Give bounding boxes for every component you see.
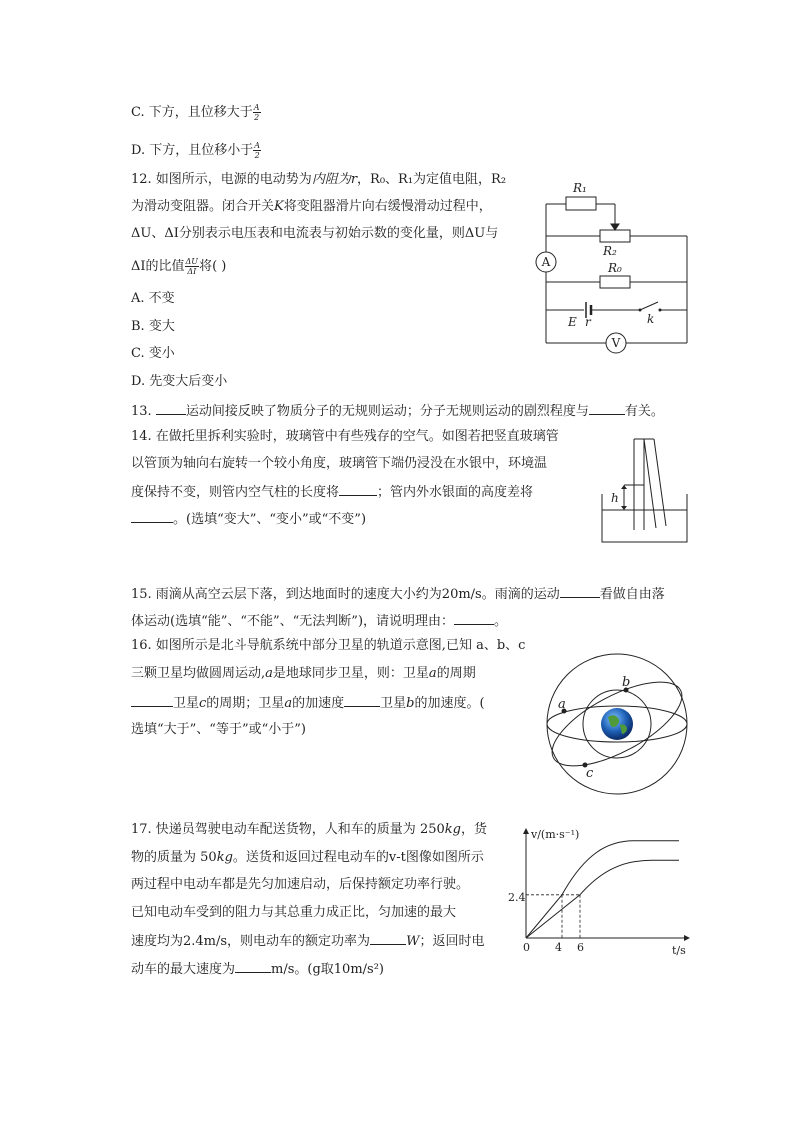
label-e: E [568,315,577,329]
q16-line3: 卫星c的周期；卫星a的加速度 卫星b的加速度。( [131,694,485,712]
q17-line6: 动车的最大速度为 m/s。(g取10m/s²) [131,962,384,977]
fraction: $\frac{A}{2}$ [253,103,260,122]
q16-line2: 三颗卫星均做圆周运动,a是地球同步卫星，则：卫星a的周期 [131,666,476,681]
q12-option-d: D. 先变大后变小 [131,374,228,389]
answer-blank[interactable] [131,694,173,707]
h-label: h [611,491,619,505]
q12-line4: ΔI的比值 $\frac{\Delta U}{\Delta I}$ 将( ) [131,257,227,276]
q17-line3: 两过程中电动车都是先匀加速启动，后保持额定功率行驶。 [131,877,470,892]
label-c: c [586,766,594,781]
label-k: k [647,312,655,326]
voltmeter-label: V [611,336,621,350]
x-tick-label: 4 [555,941,562,954]
x-axis-label: t/s [672,944,686,957]
y-axis-label: v/(m·s⁻¹) [531,828,580,841]
label-r: r [585,315,591,329]
q16-line4: 选填“大于”、“等于”或“小于”) [131,722,306,737]
x-tick-label: 0 [523,941,530,954]
answer-blank[interactable] [454,612,494,625]
circuit-diagram [530,178,695,358]
q12-option-b: B. 变大 [131,319,175,334]
q15-line1: 15. 雨滴从高空云层下落，到达地面时的速度大小约为20m/s。雨滴的运动 看做自由落 [131,587,665,602]
q12-option-c: C. 变小 [131,346,175,361]
q17-line2: 物的质量为 50kg。送货和返回过程电动车的v-t图像如图所示 [131,850,484,865]
label-r1: R₁ [573,181,587,195]
label-r0: R₀ [608,261,622,275]
series-curve-1 [526,860,679,938]
q14-line4: 。(选填“变大”、“变小”或“不变”) [131,510,366,528]
series-curve-2 [526,841,679,938]
answer-blank[interactable] [339,483,377,496]
answer-blank[interactable] [370,932,406,945]
torricelli-tube-diagram [598,436,693,548]
label-r2: R₂ [603,244,617,258]
q17-line5: 速度均为2.4m/s，则电动车的额定功率为 W；返回时电 [131,934,485,949]
q11-option-c: C. 下方，且位移大于 $\frac{A}{2}$ [131,103,260,122]
answer-blank[interactable] [344,694,380,707]
q15-line2: 体运动(选填“能”、“不能”、“无法判断”)，请说明理由： 。 [131,614,508,629]
label-b: b [622,675,631,690]
answer-blank[interactable] [156,402,186,415]
q12-option-a: A. 不变 [131,291,175,306]
vt-chart [506,824,694,959]
y-tick-label: 2.4 [508,891,526,904]
satellite-orbit-diagram [542,651,692,801]
q12-line1: 12. 如图所示，电源的电动势为内阻为r，R₀、R₁为定值电阻，R₂ [131,172,507,187]
answer-blank[interactable] [560,585,600,598]
q17-line1: 17. 快递员驾驶电动车配送货物，人和车的质量为 250kg，货 [131,822,487,837]
fraction: $\frac{\Delta U}{\Delta I}$ [185,257,199,276]
label-a: a [558,697,566,712]
q14-line1: 14. 在做托里拆利实验时，玻璃管中有些残存的空气。如图若把竖直玻璃管 [131,429,559,444]
q12-line3: ΔU、ΔI分别表示电压表和电流表与初始示数的变化量，则ΔU与 [131,226,499,241]
q12-line2: 为滑动变阻器。闭合开关K将变阻器滑片向右缓慢滑动过程中， [131,199,492,214]
q13-line: 13. 运动间接反映了物质分子的无规则运动；分子无规则运动的剧烈程度与 有关。 [131,404,664,419]
x-tick-label: 6 [577,941,584,954]
q17-line4: 已知电动车受到的阻力与其总重力成正比，匀加速的最大 [131,905,457,920]
q14-line2: 以管顶为轴向右旋转一个较小角度，玻璃管下端仍浸没在水银中，环境温 [131,456,548,471]
fraction: $\frac{A}{2}$ [254,141,261,160]
q11-option-d: D. 下方，且位移小于 $\frac{A}{2}$ [131,141,261,160]
answer-blank[interactable] [235,960,271,973]
q14-line3: 度保持不变，则管内空气柱的长度将 ；管内外水银面的高度差将 [131,485,534,500]
answer-blank[interactable] [589,402,625,415]
ammeter-label: A [541,255,551,269]
q16-line1: 16. 如图所示是北斗导航系统中部分卫星的轨道示意图,已知 a、b、c [131,638,526,653]
answer-blank[interactable] [131,510,173,523]
